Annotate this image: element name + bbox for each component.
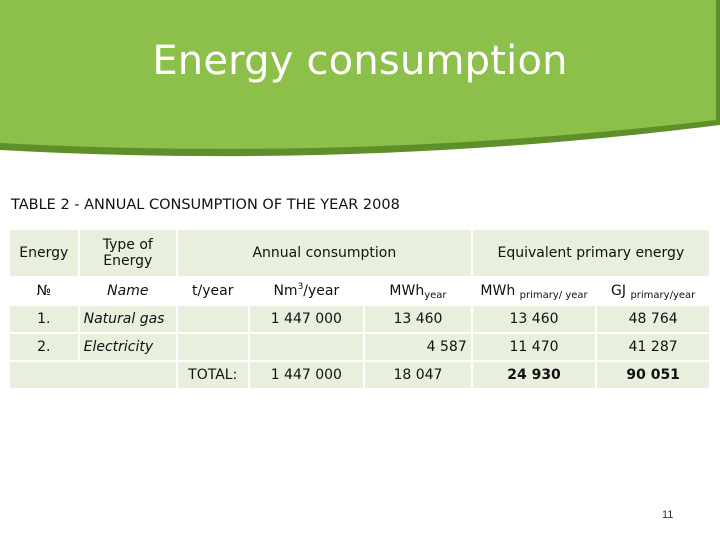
page-number: 11 [662,509,674,521]
row-number: 2. [10,334,78,360]
total-gj: 90 051 [597,362,709,388]
row-mwh-primary: 13 460 [473,306,596,332]
table-subheader-row [10,278,709,304]
title-banner [0,0,720,160]
mwh-primary-base: MWh [480,283,516,299]
row-t-year [178,334,248,360]
total-nm3: 1 447 000 [250,362,364,388]
nm3-sup: 3 [297,282,304,292]
header-energy: Energy [10,230,78,276]
header-type-of-energy [80,230,176,276]
total-spacer [10,362,176,388]
table-caption: TABLE 2 - ANNUAL CONSUMPTION OF THE YEAR 2008 [11,197,400,213]
row-gj: 48 764 [597,306,709,332]
header-annual-consumption: Annual consumption [178,230,471,276]
row-nm3 [250,334,364,360]
subheader-name: Name [107,283,149,299]
header-equivalent-primary-energy: Equivalent primary energy [473,230,709,276]
row-mwh: 13 460 [365,306,471,332]
slide-title: Energy consumption [152,38,568,84]
consumption-table [8,228,711,390]
gj-base: GJ [611,283,626,299]
row-t-year [178,306,248,332]
subheader-gj-primary [597,278,709,304]
total-mwh-primary: 24 930 [473,362,596,388]
nm3-base: Nm [273,283,298,299]
mwh-base: MWh [389,283,425,299]
table-row [10,334,709,360]
row-gj: 41 287 [597,334,709,360]
row-nm3: 1 447 000 [250,306,364,332]
row-name: Electricity [80,334,176,360]
row-mwh-primary: 11 470 [473,334,596,360]
table-row [10,306,709,332]
total-label: TOTAL: [178,362,248,388]
row-number: 1. [10,306,78,332]
table-total-row [10,362,709,388]
subheader-t-year: t/year [192,283,234,299]
row-name: Natural gas [80,306,176,332]
subheader-mwh-year [365,278,471,304]
subheader-number: № [36,283,52,299]
total-mwh: 18 047 [365,362,471,388]
table-header-row [10,230,709,276]
mwh-primary-sub: primary/ year [519,290,588,301]
mwh-sub: year [424,290,447,301]
subheader-mwh-primary [473,278,596,304]
nm3-tail: /year [303,283,340,299]
subheader-nm3-year [250,278,364,304]
gj-sub: primary/year [630,290,696,301]
header-type-line2: Energy [103,253,153,269]
header-type-line1: Type of [102,237,153,253]
row-mwh: 4 587 [365,334,471,360]
